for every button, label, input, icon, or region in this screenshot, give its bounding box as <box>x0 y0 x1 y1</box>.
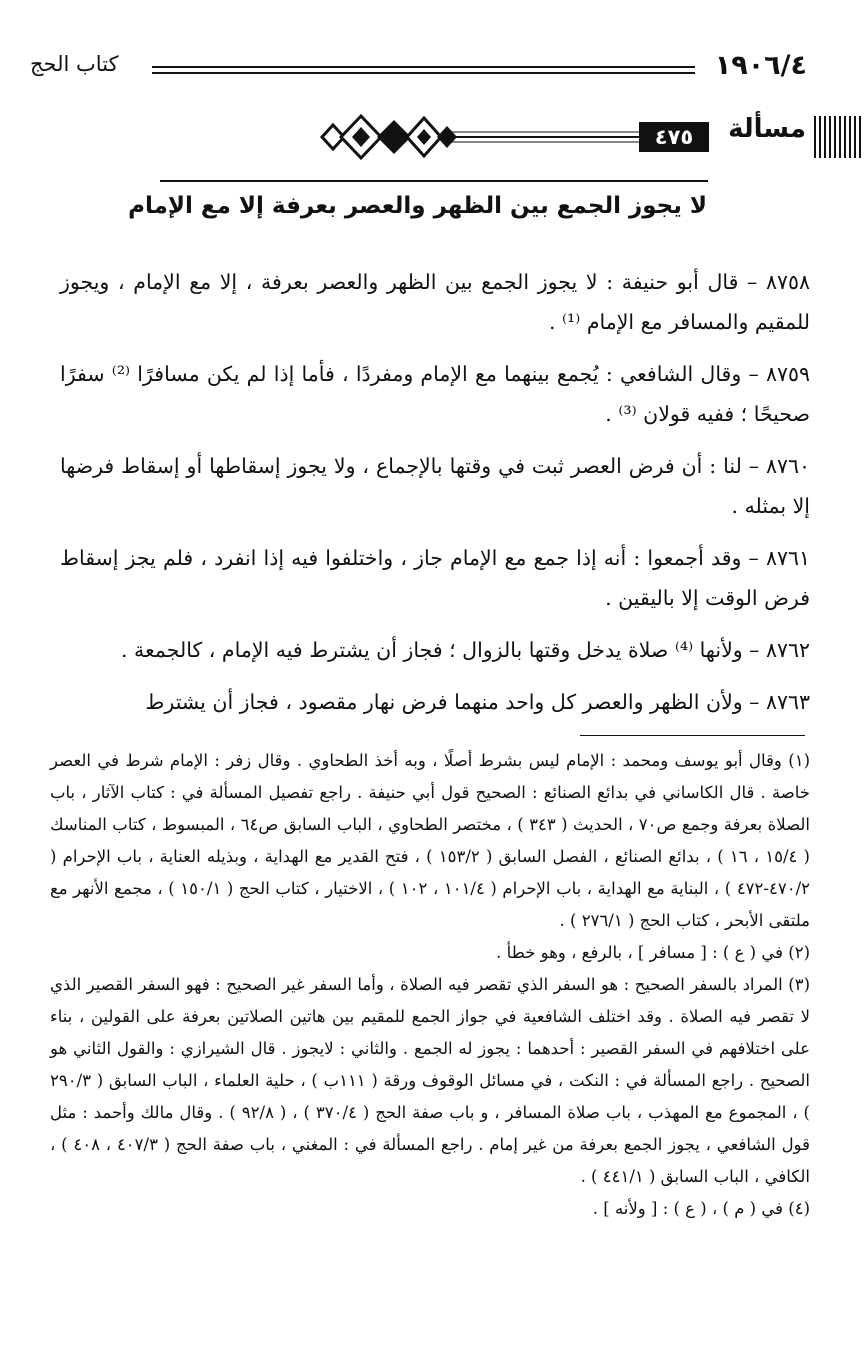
masala-number: ٤٧٥ <box>639 122 709 152</box>
page-number: ١٩٠٦/٤ <box>714 50 807 81</box>
paragraph-8762: ٨٧٦٢ – ولأنها ⁽⁴⁾ صلاة يدخل وقتها بالزوال ؛ فجاز أن يشترط فيه الإمام ، كالجمعة . <box>121 638 810 662</box>
masala-banner <box>319 112 864 162</box>
striped-bar-ornament <box>814 116 864 158</box>
footnote-3: (٣) المراد بالسفر الصحيح : هو السفر الذي تقصر فيه الصلاة ، وأما السفر غير الصحيح : فهو السفر القصير الذي لا تقصر فيه الصلاة . وقد اختلف الشافعية في جواز الجمع للمقيم بين هاتين الصلاتين بعرفة على القولين ، بناء على اختلافهم في السفر القصير : أحدهما : يجوز له الجمع . والثاني : لايجوز . قال الشيرازي : والقول الثاني هو الصحيح . راجع المسألة في : النكت ، في مسائل الوقوف ورقة ( ١١١ب ) ، حلية العلماء ، الباب السابق ( ٢٩٠/٣ ) ، المجموع مع المهذب ، باب صلاة المسافر ، و باب صفة الحج ( ٣٧٠/٤ ) ، ( ٩٢/٨ ) . وقال مالك وأحمد : مثل قول الشافعي ، يجوز الجمع بعرفة من غير إمام . راجع المسألة في : المغني ، باب صفة الحج ( ٤٠٧/٣ ، ٤٠٨ ) ، الكافي ، الباب السابق ( ٤٤١/١ ) . <box>50 975 810 1186</box>
footnote-separator <box>580 735 805 736</box>
running-header <box>30 50 807 90</box>
body-text <box>60 262 810 734</box>
footnote-1: (١) وقال أبو يوسف ومحمد : الإمام ليس بشرط أصلًا ، وبه أخذ الطحاوي . وقال زفر : الإمام شرط في العصر خاصة . قال الكاساني في بدائع الصنائع : الصحيح قول أبي حنيفة . راجع تفصيل المسألة في : كتاب الآثار ، باب الصلاة بعرفة وجمع ص٧٠ ، الحديث ( ٣٤٣ ) ، مختصر الطحاوي ، الباب السابق ص٦٤ ، المبسوط ، كتاب المناسك ( ١٥/٤ ، ١٦ ) ، بدائع الصنائع ، الفصل السابق ( ١٥٣/٢ ) ، فتح القدير مع الهداية ، وبذيله العناية ، باب الإحرام ( ٤٧٠/٢-٤٧٢ ) ، البناية مع الهداية ، باب الإحرام ( ١٠١/٤ ، ١٠٢ ) ، الاختيار ، كتاب الحج ( ١٥٠/١ ) ، مجمع الأنهر مع ملتقى الأبحر ، كتاب الحج ( ٢٧٦/١ ) . <box>50 751 810 930</box>
footnote-2: (٢) في ( ع ) : [ مسافر ] ، بالرفع ، وهو خطأ . <box>496 943 810 962</box>
section-heading: لا يجوز الجمع بين الظهر والعصر بعرفة إلا مع الإمام <box>128 193 707 219</box>
book-title: كتاب الحج <box>30 52 119 76</box>
footnotes <box>50 745 810 1225</box>
heading-rule <box>160 180 708 182</box>
paragraph-8758: ٨٧٥٨ – قال أبو حنيفة : لا يجوز الجمع بين الظهر والعصر بعرفة ، إلا مع الإمام ، ويجوز للمقيم والمسافر مع الإمام ⁽¹⁾ . <box>60 270 810 334</box>
footnote-4: (٤) في ( م ) ، ( ع ) : [ ولأنه ] . <box>592 1199 810 1218</box>
paragraph-8760: ٨٧٦٠ – لنا : أن فرض العصر ثبت في وقتها بالإجماع ، ولا يجوز إسقاطها أو إسقاط فرضها إلا بمثله . <box>60 454 810 518</box>
masala-label: مسألة <box>728 114 806 144</box>
header-double-rule <box>152 66 695 74</box>
paragraph-8759: ٨٧٥٩ – وقال الشافعي : يُجمع بينهما مع الإمام ومفردًا ، فأما إذا لم يكن مسافرًا ⁽²⁾ سفرًا صحيحًا ؛ ففيه قولان ⁽³⁾ . <box>60 362 810 426</box>
decorative-ornament-icon <box>319 112 639 162</box>
paragraph-8761: ٨٧٦١ – وقد أجمعوا : أنه إذا جمع مع الإمام جاز ، واختلفوا فيه إذا انفرد ، فلم يجز إسقاط فرض الوقت إلا باليقين . <box>60 546 810 610</box>
paragraph-8763: ٨٧٦٣ – ولأن الظهر والعصر كل واحد منهما فرض نهار مقصود ، فجاز أن يشترط <box>145 690 810 714</box>
